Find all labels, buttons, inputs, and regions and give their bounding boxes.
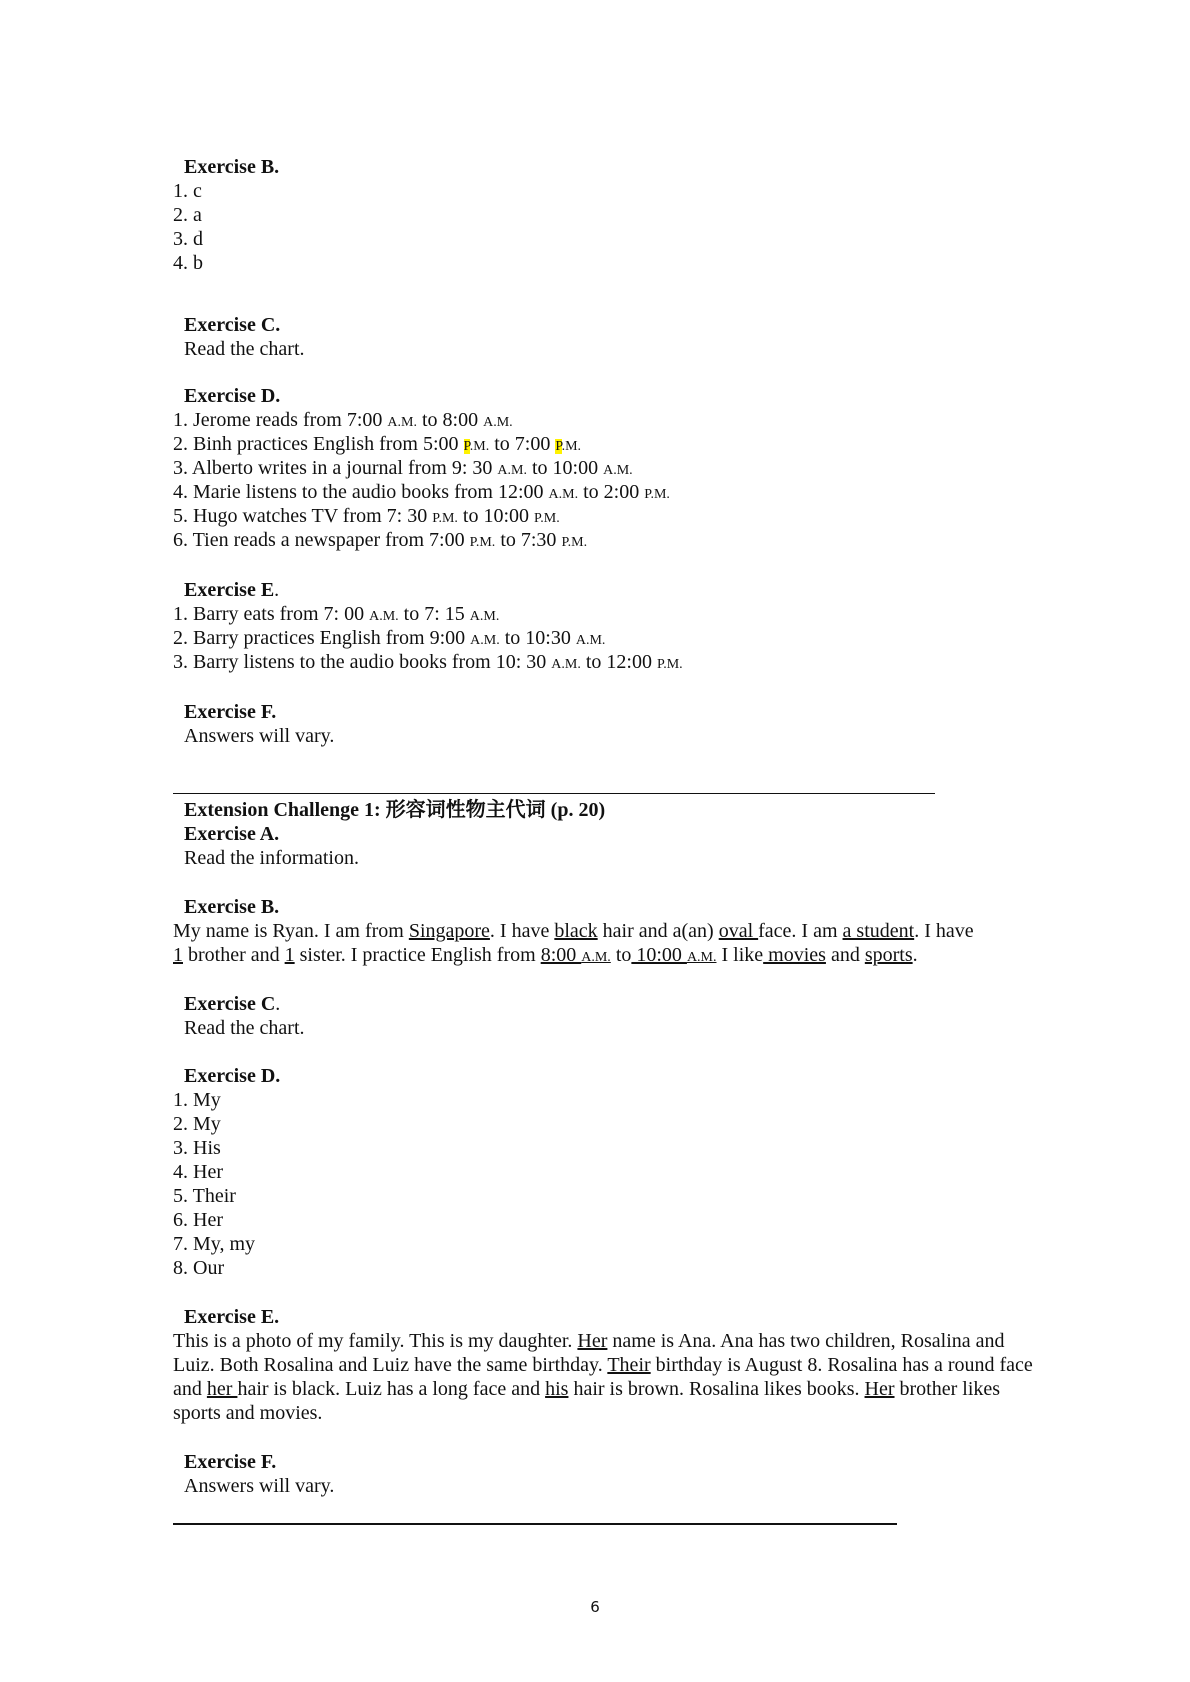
paragraph-text: . bbox=[912, 944, 918, 966]
list-item: 4. b bbox=[173, 252, 203, 274]
list-item: 7. My, my bbox=[173, 1233, 256, 1255]
ext-exercise-f-heading: Exercise F. bbox=[184, 1451, 277, 1473]
highlighted-letter: P bbox=[555, 439, 562, 454]
list-item bbox=[173, 456, 1033, 480]
list-item: 3. d bbox=[173, 228, 203, 250]
answer-word: Her bbox=[577, 1330, 608, 1352]
page-number: 6 bbox=[590, 1598, 600, 1616]
ext-exercise-f-section bbox=[173, 1450, 1033, 1498]
exercise-f-heading: Exercise F. bbox=[184, 701, 277, 723]
list-item bbox=[173, 528, 1033, 552]
paragraph-text: brother and bbox=[183, 944, 285, 966]
time-suffix: A.M. bbox=[548, 487, 579, 502]
list-item: 4. Her bbox=[173, 1161, 223, 1183]
line-text: to 7:30 bbox=[495, 529, 562, 551]
exercise-e-heading-line bbox=[173, 578, 1033, 602]
paragraph-text: . I have bbox=[489, 920, 555, 942]
list-item: 6. Her bbox=[173, 1209, 223, 1231]
ext-exercise-a-text: Read the information. bbox=[184, 847, 359, 869]
list-item: 2. My bbox=[173, 1113, 221, 1135]
list-item bbox=[173, 626, 1033, 650]
ext-exercise-c-heading-line bbox=[173, 992, 1033, 1016]
answer-word: movies bbox=[763, 944, 826, 966]
answer-word: his bbox=[545, 1378, 569, 1400]
line-text: 4. Marie listens to the audio books from 12:00 bbox=[173, 481, 549, 503]
list-item: 3. His bbox=[173, 1137, 221, 1159]
list-item: 8. Our bbox=[173, 1257, 225, 1279]
list-item: 1. My bbox=[173, 1089, 221, 1111]
time-suffix: P.M. bbox=[561, 535, 588, 550]
time-suffix: P.M. bbox=[469, 535, 496, 550]
ext-exercise-b-section bbox=[173, 895, 1033, 970]
ext-exercise-c-section bbox=[173, 992, 1033, 1040]
ext-exercise-a-heading: Exercise A. bbox=[184, 823, 280, 845]
time-suffix: P.M. bbox=[644, 487, 670, 502]
time-suffix: .M. bbox=[561, 439, 582, 454]
exercise-c-heading: Exercise C. bbox=[184, 314, 281, 336]
ext-exercise-f-text: Answers will vary. bbox=[184, 1475, 335, 1497]
answer-word: oval bbox=[718, 920, 759, 942]
answer-word: Their bbox=[607, 1354, 651, 1376]
ext-exercise-c-text: Read the chart. bbox=[184, 1017, 305, 1039]
paragraph-text: brother likes sports and movies. bbox=[173, 1378, 1001, 1424]
ext-exercise-e-paragraph bbox=[173, 1329, 1035, 1425]
paragraph-text: hair is brown. Rosalina likes books. bbox=[568, 1378, 865, 1400]
list-item bbox=[173, 602, 1033, 626]
time-suffix: A.M. bbox=[497, 463, 527, 478]
answer-word: A.M. bbox=[686, 950, 717, 965]
time-suffix: A.M. bbox=[387, 415, 417, 430]
time-suffix: A.M. bbox=[603, 463, 633, 478]
answer-word: a student bbox=[842, 920, 915, 942]
line-text: 3. Barry listens to the audio books from 10: 30 bbox=[173, 651, 552, 673]
exercise-b-section bbox=[173, 155, 1033, 275]
exercise-e-heading: Exercise E bbox=[184, 579, 275, 601]
time-suffix: A.M. bbox=[551, 657, 581, 672]
line-text: to 10:30 bbox=[499, 627, 576, 649]
paragraph-text: I like bbox=[716, 944, 764, 966]
answer-word: A.M. bbox=[581, 950, 611, 965]
exercise-f-section bbox=[173, 700, 1033, 748]
extension-challenge-title: Extension Challenge 1: 形容词性物主代词 (p. 20) bbox=[184, 799, 606, 821]
highlighted-letter: P bbox=[463, 439, 470, 454]
list-item bbox=[173, 480, 1033, 504]
exercise-c-section bbox=[173, 313, 1033, 361]
line-text: 3. Alberto writes in a journal from 9: 30 bbox=[173, 457, 498, 479]
line-text: 6. Tien reads a newspaper from 7:00 bbox=[173, 529, 470, 551]
paragraph-text: hair and a(an) bbox=[597, 920, 719, 942]
answer-word: Her bbox=[864, 1378, 895, 1400]
heading-dot: . bbox=[275, 993, 281, 1015]
time-suffix: A.M. bbox=[369, 609, 399, 624]
line-text: to 12:00 bbox=[580, 651, 657, 673]
line-text: to 7:00 bbox=[489, 433, 556, 455]
section-divider bbox=[173, 1523, 897, 1525]
line-text: 1. Jerome reads from 7:00 bbox=[173, 409, 388, 431]
paragraph-text: face. I am bbox=[758, 920, 843, 942]
paragraph-text: This is a photo of my family. This is my daughter. bbox=[173, 1330, 578, 1352]
paragraph-text: hair is black. Luiz has a long face and bbox=[237, 1378, 546, 1400]
ext-exercise-d-section bbox=[173, 1064, 1033, 1280]
line-text: to 8:00 bbox=[416, 409, 484, 431]
line-text: 2. Barry practices English from 9:00 bbox=[173, 627, 471, 649]
line-text: 5. Hugo watches TV from 7: 30 bbox=[173, 505, 433, 527]
paragraph-text: and bbox=[825, 944, 865, 966]
answer-word: black bbox=[554, 920, 598, 942]
paragraph-text: to bbox=[610, 944, 632, 966]
paragraph-text: birthday is August 8. Rosalina has a round face and bbox=[173, 1354, 1033, 1400]
list-item: 1. c bbox=[173, 180, 202, 202]
ext-exercise-d-heading: Exercise D. bbox=[184, 1065, 281, 1087]
list-item: 2. a bbox=[173, 204, 202, 226]
exercise-b-heading: Exercise B. bbox=[184, 156, 280, 178]
ext-exercise-c-heading: Exercise C bbox=[184, 993, 276, 1015]
line-text: 1. Barry eats from 7: 00 bbox=[173, 603, 370, 625]
ext-exercise-e-section bbox=[173, 1305, 1035, 1425]
time-suffix: A.M. bbox=[469, 609, 500, 624]
time-suffix: P.M. bbox=[656, 657, 683, 672]
exercise-d-heading: Exercise D. bbox=[184, 385, 281, 407]
line-text: to 2:00 bbox=[578, 481, 645, 503]
line-text: to 7: 15 bbox=[398, 603, 470, 625]
list-item bbox=[173, 650, 1033, 674]
answer-word: 1 bbox=[284, 944, 295, 966]
answer-word: Singapore bbox=[408, 920, 490, 942]
line-text: 2. Binh practices English from 5:00 bbox=[173, 433, 464, 455]
answer-word: 1 bbox=[173, 944, 183, 966]
exercise-d-section bbox=[173, 384, 1033, 552]
answer-word: 10:00 bbox=[631, 944, 687, 966]
time-suffix: A.M. bbox=[575, 633, 606, 648]
time-suffix: A.M. bbox=[470, 633, 500, 648]
list-item bbox=[173, 432, 1033, 456]
exercise-e-section bbox=[173, 578, 1033, 674]
line-text: to 10:00 bbox=[457, 505, 535, 527]
answer-word: sports bbox=[864, 944, 913, 966]
answer-word: 8:00 bbox=[540, 944, 582, 966]
answer-word: her bbox=[206, 1378, 238, 1400]
time-suffix: .M. bbox=[469, 439, 490, 454]
paragraph-text: sister. I practice English from bbox=[294, 944, 541, 966]
extension-challenge-header bbox=[173, 798, 1033, 870]
exercise-f-text: Answers will vary. bbox=[184, 725, 335, 747]
ext-exercise-b-heading: Exercise B. bbox=[184, 896, 280, 918]
time-suffix: P.M. bbox=[432, 511, 458, 526]
ext-exercise-e-heading: Exercise E. bbox=[184, 1306, 280, 1328]
section-divider bbox=[173, 793, 935, 794]
paragraph-text: . I have bbox=[914, 920, 974, 942]
heading-dot: . bbox=[274, 579, 280, 601]
ext-exercise-b-paragraph bbox=[173, 919, 1033, 970]
line-text: to 10:00 bbox=[526, 457, 604, 479]
exercise-c-text: Read the chart. bbox=[184, 338, 305, 360]
list-item: 5. Their bbox=[173, 1185, 236, 1207]
paragraph-text: name is Ana. Ana has two children, Rosalina and Luiz. Both Rosalina and Luiz have the same birthday. bbox=[173, 1330, 1005, 1376]
list-item bbox=[173, 504, 1033, 528]
paragraph-text: My name is Ryan. I am from bbox=[173, 920, 409, 942]
time-suffix: P.M. bbox=[534, 511, 560, 526]
time-suffix: A.M. bbox=[483, 415, 513, 430]
list-item bbox=[173, 408, 1033, 432]
